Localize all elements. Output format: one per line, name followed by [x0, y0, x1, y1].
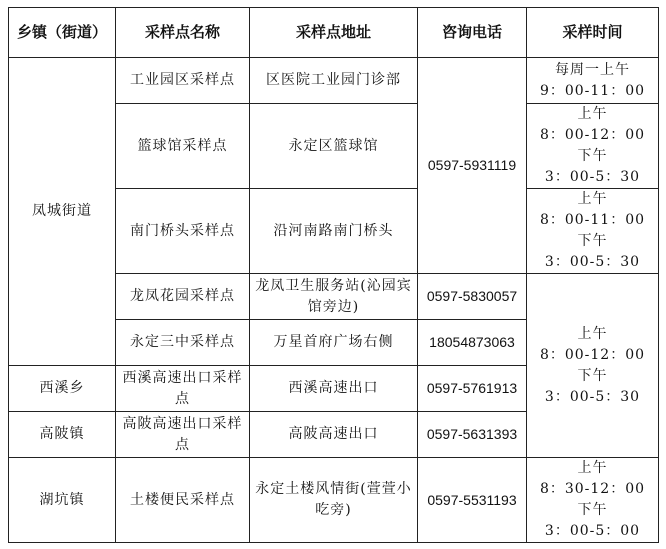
time-line: 8：00-12：00 — [539, 346, 646, 363]
site-address-cell: 万星首府广场右侧 — [250, 320, 418, 366]
town-cell: 西溪乡 — [9, 366, 116, 412]
time-line: 9：00-11：00 — [539, 82, 646, 99]
time-line: 3：00-5：30 — [544, 169, 641, 185]
time-line: 上午 — [577, 460, 608, 476]
time-line: 8：30-12：00 — [539, 481, 646, 497]
site-address-cell: 区医院工业园门诊部 — [250, 58, 418, 104]
phone-cell: 0597-5931119 — [418, 58, 527, 274]
time-line: 上午 — [577, 106, 608, 122]
phone-cell: 18054873063 — [418, 320, 527, 366]
town-cell: 湖坑镇 — [9, 458, 116, 543]
town-cell: 高陂镇 — [9, 412, 116, 458]
phone-cell: 0597-5531193 — [418, 458, 527, 543]
site-name-cell: 篮球馆采样点 — [116, 104, 250, 189]
time-cell — [527, 189, 659, 274]
time-line: 上午 — [577, 325, 608, 342]
header-town: 乡镇（街道） — [9, 8, 116, 58]
sampling-sites-table — [8, 7, 659, 543]
time-line: 3：00-5：30 — [544, 388, 641, 405]
phone-cell: 0597-5631393 — [418, 412, 527, 458]
time-line: 8：00-11：00 — [539, 212, 646, 228]
time-line: 上午 — [577, 191, 608, 207]
time-line: 下午 — [577, 148, 608, 164]
header-site-address: 采样点地址 — [250, 8, 418, 58]
header-row — [9, 8, 659, 58]
phone-cell: 0597-5830057 — [418, 274, 527, 320]
time-cell — [527, 274, 659, 458]
table-row — [9, 458, 659, 543]
site-address-cell: 永定区篮球馆 — [250, 104, 418, 189]
header-phone: 咨询电话 — [418, 8, 527, 58]
phone-cell: 0597-5761913 — [418, 366, 527, 412]
site-address-cell: 沿河南路南门桥头 — [250, 189, 418, 274]
time-line: 3：00-5：30 — [544, 254, 641, 270]
time-cell — [527, 58, 659, 104]
time-line: 下午 — [577, 502, 608, 518]
header-site-name: 采样点名称 — [116, 8, 250, 58]
site-name-cell: 西溪高速出口采样点 — [116, 366, 250, 412]
time-line: 下午 — [577, 233, 608, 249]
site-address-cell: 永定土楼风情街(萱萱小吃旁) — [250, 458, 418, 543]
time-line: 3：00-5：00 — [544, 523, 641, 539]
site-name-cell: 土楼便民采样点 — [116, 458, 250, 543]
site-name-cell: 工业园区采样点 — [116, 58, 250, 104]
site-address-cell: 西溪高速出口 — [250, 366, 418, 412]
site-name-cell: 永定三中采样点 — [116, 320, 250, 366]
time-line: 每周一上午 — [555, 61, 630, 78]
time-line: 下午 — [577, 367, 608, 384]
site-name-cell: 龙凤花园采样点 — [116, 274, 250, 320]
site-name-cell: 南门桥头采样点 — [116, 189, 250, 274]
site-address-cell: 龙凤卫生服务站(沁园宾馆旁边) — [250, 274, 418, 320]
table-row — [9, 58, 659, 104]
header-time: 采样时间 — [527, 8, 659, 58]
site-name-cell: 高陂高速出口采样点 — [116, 412, 250, 458]
time-cell — [527, 104, 659, 189]
town-cell: 凤城街道 — [9, 58, 116, 366]
site-address-cell: 高陂高速出口 — [250, 412, 418, 458]
time-cell — [527, 458, 659, 543]
time-line: 8：00-12：00 — [539, 127, 646, 143]
